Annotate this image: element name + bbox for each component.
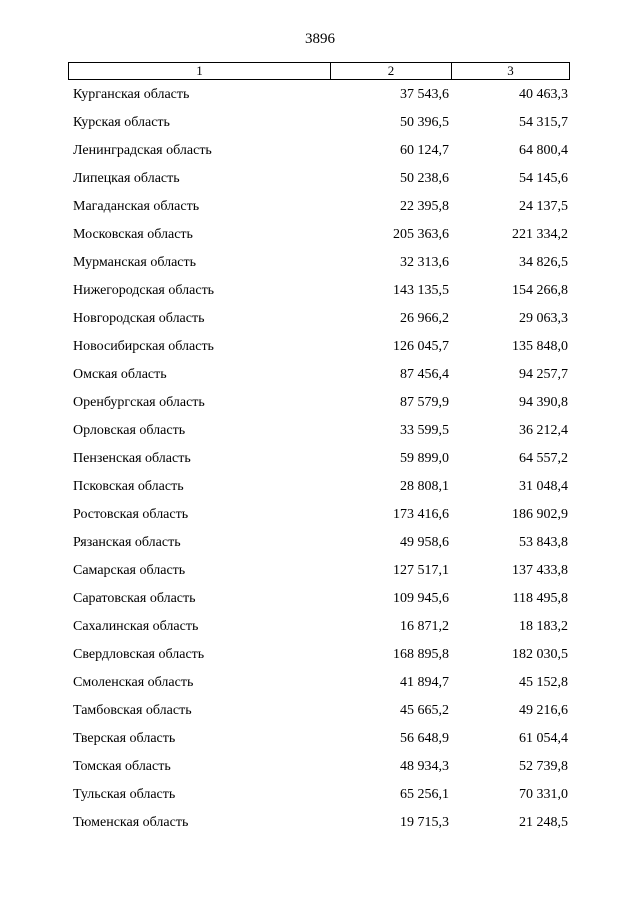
table-row <box>0 449 640 477</box>
region-name: Самарская область <box>73 563 186 578</box>
value-col-2: 41 894,7 <box>400 675 449 690</box>
value-col-3: 36 212,4 <box>519 423 568 438</box>
region-name: Новосибирская область <box>73 339 214 354</box>
region-name: Орловская область <box>73 423 186 438</box>
value-col-3: 154 266,8 <box>512 283 568 298</box>
region-name: Магаданская область <box>73 199 200 214</box>
table-row <box>0 785 640 813</box>
value-col-3: 182 030,5 <box>512 647 568 662</box>
value-col-3: 45 152,8 <box>519 675 568 690</box>
table-row <box>0 729 640 757</box>
value-col-2: 173 416,6 <box>393 507 449 522</box>
region-name: Сахалинская область <box>73 619 199 634</box>
table-row <box>0 673 640 701</box>
value-col-2: 60 124,7 <box>400 143 449 158</box>
value-col-2: 143 135,5 <box>393 283 449 298</box>
table-row <box>0 421 640 449</box>
table-row <box>0 393 640 421</box>
table-row <box>0 141 640 169</box>
value-col-3: 64 800,4 <box>519 143 568 158</box>
table-row <box>0 477 640 505</box>
table-row <box>0 561 640 589</box>
value-col-2: 50 238,6 <box>400 171 449 186</box>
region-name: Свердловская область <box>73 647 205 662</box>
value-col-3: 94 390,8 <box>519 395 568 410</box>
value-col-2: 65 256,1 <box>400 787 449 802</box>
value-col-3: 49 216,6 <box>519 703 568 718</box>
value-col-2: 109 945,6 <box>393 591 449 606</box>
table-header-col-3: 3 <box>507 63 514 78</box>
value-col-2: 45 665,2 <box>400 703 449 718</box>
table-row <box>0 505 640 533</box>
value-col-3: 18 183,2 <box>519 619 568 634</box>
region-name: Омская область <box>73 367 167 382</box>
table-row <box>0 813 640 841</box>
value-col-2: 87 579,9 <box>400 395 449 410</box>
table-row <box>0 645 640 673</box>
table-body <box>0 85 640 841</box>
region-name: Курская область <box>73 115 170 130</box>
region-name: Тверская область <box>73 731 176 746</box>
value-col-3: 61 054,4 <box>519 731 568 746</box>
value-col-3: 53 843,8 <box>519 535 568 550</box>
value-col-2: 16 871,2 <box>400 619 449 634</box>
region-name: Липецкая область <box>73 171 180 186</box>
table-row <box>0 337 640 365</box>
region-name: Пензенская область <box>73 451 191 466</box>
value-col-3: 64 557,2 <box>519 451 568 466</box>
region-name: Томская область <box>73 759 171 774</box>
region-name: Мурманская область <box>73 255 197 270</box>
table-row <box>0 757 640 785</box>
region-name: Саратовская область <box>73 591 196 606</box>
value-col-2: 32 313,6 <box>400 255 449 270</box>
table-row <box>0 309 640 337</box>
table-row <box>0 701 640 729</box>
value-col-3: 52 739,8 <box>519 759 568 774</box>
table-row <box>0 197 640 225</box>
table-row <box>0 617 640 645</box>
table-row <box>0 85 640 113</box>
value-col-3: 40 463,3 <box>519 87 568 102</box>
region-name: Курганская область <box>73 87 190 102</box>
table-row <box>0 365 640 393</box>
value-col-2: 126 045,7 <box>393 339 449 354</box>
table-header-col-1: 1 <box>69 63 331 79</box>
table-header-col-2: 2 <box>331 63 452 79</box>
value-col-3: 31 048,4 <box>519 479 568 494</box>
table-header <box>68 62 570 80</box>
value-col-2: 87 456,4 <box>400 367 449 382</box>
table-row <box>0 113 640 141</box>
region-name: Псковская область <box>73 479 184 494</box>
region-name: Ленинградская область <box>73 143 212 158</box>
value-col-2: 50 396,5 <box>400 115 449 130</box>
region-name: Смоленская область <box>73 675 194 690</box>
page-number: 3896 <box>305 31 335 47</box>
value-col-2: 28 808,1 <box>400 479 449 494</box>
table-row <box>0 253 640 281</box>
region-name: Тюменская область <box>73 815 189 830</box>
region-name: Рязанская область <box>73 535 181 550</box>
table-row <box>0 589 640 617</box>
value-col-3: 34 826,5 <box>519 255 568 270</box>
value-col-3: 94 257,7 <box>519 367 568 382</box>
table-row <box>0 281 640 309</box>
value-col-3: 29 063,3 <box>519 311 568 326</box>
value-col-3: 24 137,5 <box>519 199 568 214</box>
value-col-3: 21 248,5 <box>519 815 568 830</box>
value-col-2: 19 715,3 <box>400 815 449 830</box>
value-col-3: 118 495,8 <box>512 591 568 606</box>
table-row <box>0 533 640 561</box>
value-col-3: 54 315,7 <box>519 115 568 130</box>
region-name: Тульская область <box>73 787 176 802</box>
region-name: Ростовская область <box>73 507 189 522</box>
value-col-2: 22 395,8 <box>400 199 449 214</box>
value-col-3: 135 848,0 <box>512 339 568 354</box>
value-col-2: 59 899,0 <box>400 451 449 466</box>
value-col-2: 205 363,6 <box>393 227 449 242</box>
value-col-3: 70 331,0 <box>519 787 568 802</box>
region-name: Московская область <box>73 227 193 242</box>
table-row <box>0 169 640 197</box>
value-col-2: 49 958,6 <box>400 535 449 550</box>
value-col-2: 127 517,1 <box>393 563 449 578</box>
value-col-2: 48 934,3 <box>400 759 449 774</box>
value-col-2: 26 966,2 <box>400 311 449 326</box>
value-col-3: 221 334,2 <box>512 227 568 242</box>
region-name: Тамбовская область <box>73 703 192 718</box>
region-name: Новгородская область <box>73 311 205 326</box>
value-col-2: 33 599,5 <box>400 423 449 438</box>
value-col-3: 186 902,9 <box>512 507 568 522</box>
value-col-2: 56 648,9 <box>400 731 449 746</box>
value-col-3: 137 433,8 <box>512 563 568 578</box>
table-row <box>0 225 640 253</box>
region-name: Оренбургская область <box>73 395 205 410</box>
region-name: Нижегородская область <box>73 283 215 298</box>
value-col-2: 168 895,8 <box>393 647 449 662</box>
value-col-2: 37 543,6 <box>400 87 449 102</box>
value-col-3: 54 145,6 <box>519 171 568 186</box>
